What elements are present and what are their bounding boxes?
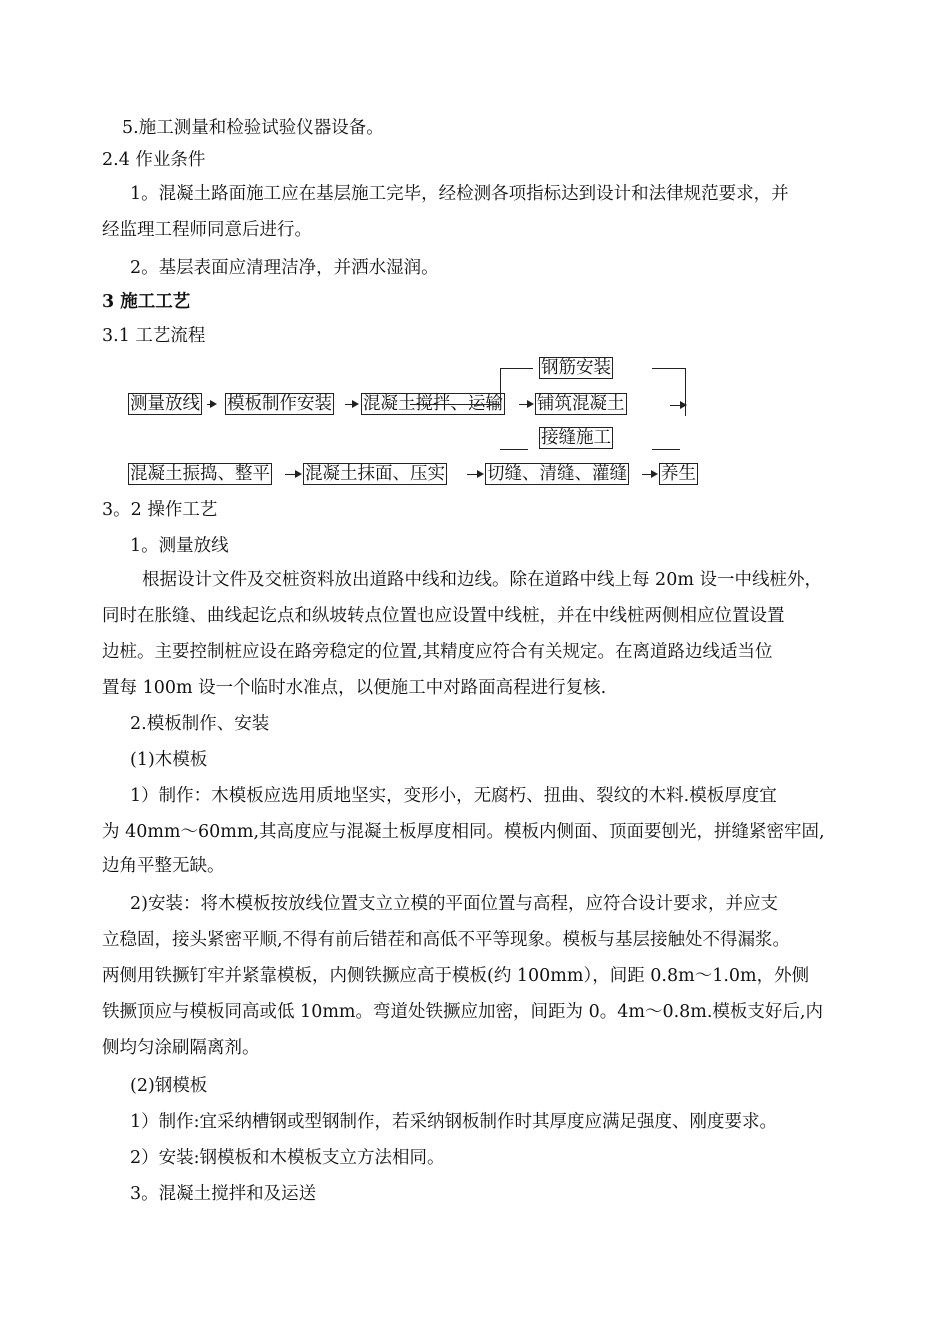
step-1-line-1: 根据设计文件及交桩资料放出道路中线和边线。除在道路中线上每 20m 设一中线桩外，: [142, 570, 822, 590]
equipment-item-5: 5.施工测量和检验试验仪器设备。: [122, 118, 384, 138]
steel-formwork-heading: (2)钢模板: [130, 1076, 208, 1096]
step-1-line-4: 置每 100m 设一个临时水准点，以便施工中对路面高程进行复核.: [102, 678, 607, 698]
flow-arrow-icon: [477, 470, 484, 478]
flow-connector: [207, 404, 215, 405]
steel-making: 1）制作:宜采纳槽钢或型钢制作，若采纳钢板制作时其厚度应满足强度、刚度要求。: [130, 1112, 778, 1132]
flow-step-curing: 养生: [661, 464, 696, 484]
wood-making-line-1: 1）制作：木模板应选用质地坚实，变形小，无腐朽、扭曲、裂纹的木料.模板厚度宜: [130, 786, 777, 806]
wood-install-line-2: 立稳固，接头紧密平顺,不得有前后错茬和高低不平等现象。模板与基层接触处不得漏浆。: [102, 930, 791, 950]
flow-step-mixing: 混凝土搅拌、运输: [363, 394, 503, 414]
wood-install-line-1: 2)安装：将木模板按放线位置支立立模的平面位置与高程，应符合设计要求，并应支: [130, 894, 778, 914]
flow-connector: [500, 368, 501, 402]
flow-connector: [410, 404, 500, 405]
flow-connector: [500, 368, 533, 369]
section-heading-3-1: 3.1 工艺流程: [102, 326, 206, 346]
flow-connector: [652, 368, 685, 369]
step-3-heading: 3。混凝土搅拌和及运送: [130, 1184, 317, 1204]
step-2-heading: 2.模板制作、安装: [130, 714, 270, 734]
flow-step-finishing: 混凝土抹面、压实: [305, 464, 445, 484]
flow-arrow-icon: [295, 470, 302, 478]
flow-step-formwork: 模板制作安装: [227, 394, 332, 414]
condition-1-line-1: 1。混凝土路面施工应在基层施工完毕，经检测各项指标达到设计和法律规范要求，并: [130, 184, 789, 204]
wood-making-line-3: 边角平整无缺。: [102, 856, 225, 876]
steel-install: 2）安装:钢模板和木模板支立方法相同。: [130, 1148, 445, 1168]
flow-connector: [500, 449, 528, 450]
flow-connector: [345, 404, 355, 405]
wood-install-line-3: 两侧用铁撅钉牢并紧靠模板，内侧铁撅应高于模板(约 100mm），间距 0.8m～1.0m，外侧: [102, 966, 810, 986]
flow-connector: [652, 449, 680, 450]
step-1-line-2: 同时在胀缝、曲线起讫点和纵坡转点位置也应设置中线桩，并在中线桩两侧相应位置设置: [102, 606, 785, 626]
flow-arrow-icon: [651, 470, 658, 478]
wood-formwork-heading: (1)木模板: [130, 750, 208, 770]
section-heading-2-4: 2.4 作业条件: [102, 150, 206, 170]
flow-step-paving: 铺筑混凝土: [537, 394, 625, 414]
flow-step-vibrating: 混凝土振捣、整平: [130, 464, 270, 484]
section-heading-3-2: 3。2 操作工艺: [102, 500, 218, 520]
condition-1-line-2: 经监理工程师同意后进行。: [102, 220, 312, 240]
wood-install-line-4: 铁撅顶应与模板同高或低 10mm。弯道处铁撅应加密，间距为 0。4m～0.8m.模板支好后,内: [102, 1002, 823, 1022]
section-heading-3: 3 施工工艺: [102, 292, 191, 312]
condition-2: 2。基层表面应清理洁净，并洒水湿润。: [130, 258, 439, 278]
flow-step-survey: 测量放线: [130, 394, 200, 414]
step-1-line-3: 边桩。主要控制桩应设在路旁稳定的位置,其精度应符合有关规定。在离道路边线适当位: [102, 642, 773, 662]
flow-arrow-icon: [680, 401, 687, 409]
flow-step-joint: 接缝施工: [541, 428, 611, 448]
step-1-heading: 1。测量放线: [130, 536, 229, 556]
wood-making-line-2: 为 40mm～60mm,其高度应与混凝土板厚度相同。模板内侧面、顶面要刨光，拼缝紧密牢固,: [102, 822, 825, 842]
flow-connector: [519, 404, 529, 405]
flow-step-rebar: 钢筋安装: [541, 358, 611, 378]
wood-install-line-5: 侧均匀涂刷隔离剂。: [102, 1038, 260, 1058]
flow-step-cutting: 切缝、清缝、灌缝: [487, 464, 627, 484]
